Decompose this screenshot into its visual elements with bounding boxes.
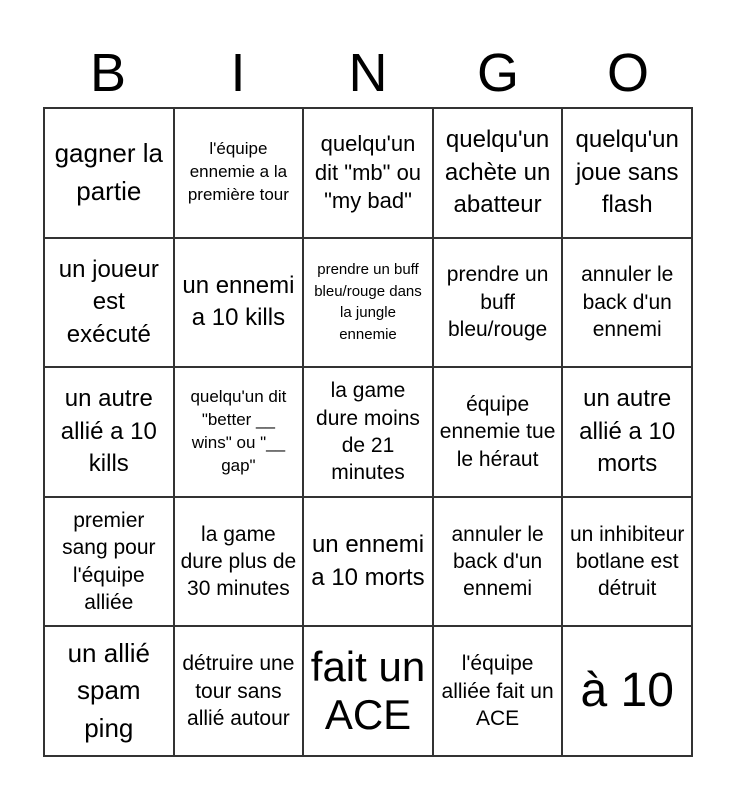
header-letter-g: G [476,43,519,103]
bingo-cell[interactable]: quelqu'un joue sans flash [562,108,692,238]
bingo-cell[interactable]: un autre allié a 10 morts [562,367,692,497]
header-letter-n: N [348,43,388,103]
bingo-cell[interactable]: fait un ACE [303,626,433,756]
bingo-cell[interactable]: quelqu'un dit "better __ wins" ou "__ gap" [174,367,304,497]
bingo-cell[interactable]: un autre allié a 10 kills [44,367,174,497]
bingo-cell[interactable]: la game dure moins de 21 minutes [303,367,433,497]
bingo-cell[interactable]: quelqu'un achète un abatteur [433,108,563,238]
bingo-cell[interactable]: prendre un buff bleu/rouge dans la jungle ennemie [303,238,433,368]
header-letter-b: B [89,43,127,103]
header-letter-i: I [230,43,246,103]
bingo-cell[interactable]: annuler le back d'un ennemi [433,497,563,627]
bingo-board [43,107,693,757]
bingo-cell[interactable]: à 10 [562,626,692,756]
bingo-cell[interactable]: la game dure plus de 30 minutes [174,497,304,627]
bingo-cell[interactable]: un inhibiteur botlane est détruit [562,497,692,627]
bingo-cell[interactable]: un ennemi a 10 morts [303,497,433,627]
bingo-header [43,40,693,106]
bingo-cell[interactable]: l'équipe alliée fait un ACE [433,626,563,756]
bingo-cell[interactable]: premier sang pour l'équipe alliée [44,497,174,627]
bingo-cell[interactable]: prendre un buff bleu/rouge [433,238,563,368]
bingo-cell[interactable]: équipe ennemie tue le héraut [433,367,563,497]
bingo-cell[interactable]: quelqu'un dit "mb" ou "my bad" [303,108,433,238]
bingo-cell[interactable]: gagner la partie [44,108,174,238]
bingo-cell[interactable]: un joueur est exécuté [44,238,174,368]
bingo-cell[interactable]: annuler le back d'un ennemi [562,238,692,368]
bingo-cell[interactable]: l'équipe ennemie a la première tour [174,108,304,238]
bingo-cell[interactable]: un allié spam ping [44,626,174,756]
bingo-cell[interactable]: détruire une tour sans allié autour [174,626,304,756]
bingo-cell[interactable]: un ennemi a 10 kills [174,238,304,368]
header-letter-o: O [606,43,649,103]
